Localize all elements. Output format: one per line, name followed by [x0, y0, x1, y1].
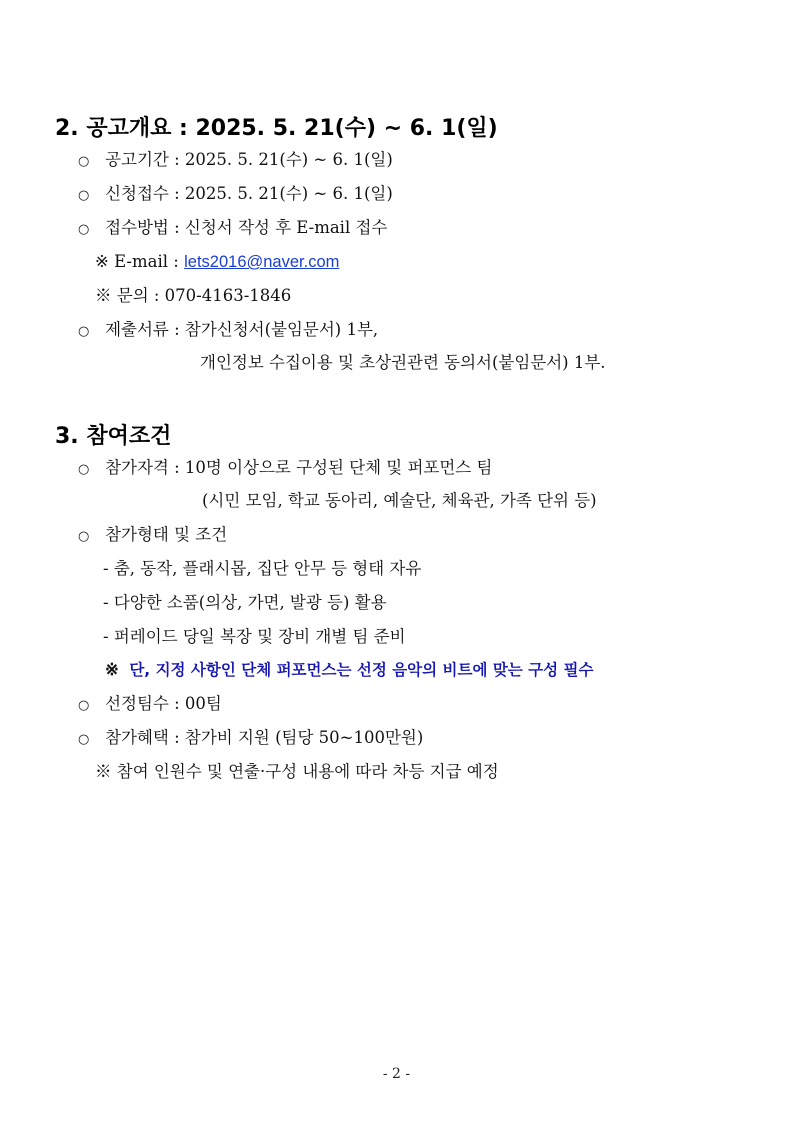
- section-2-heading: 2. 공고개요 : 2025. 5. 21(수) ~ 6. 1(일): [55, 116, 498, 141]
- format-title: 참가형태 및 조건: [105, 525, 228, 544]
- reference-mark-icon: ※: [95, 252, 109, 271]
- benefits-note: [95, 762, 499, 782]
- list-item: [78, 694, 222, 716]
- list-item: [78, 728, 423, 750]
- circle-bullet-icon: ○: [78, 529, 90, 544]
- list-item: [78, 525, 227, 547]
- email-note: [95, 252, 339, 272]
- reference-mark-icon: ※: [105, 660, 119, 679]
- reference-mark-icon: ※: [95, 286, 112, 305]
- format-dash-item: - 다양한 소품(의상, 가면, 발광 등) 활용: [103, 593, 387, 612]
- circle-bullet-icon: ○: [78, 324, 90, 339]
- list-item: [78, 458, 492, 480]
- emphasis-text: 단, 지정 사항인 단체 퍼포먼스는 선정 음악의 비트에 맞는 구성 필수: [129, 661, 594, 679]
- circle-bullet-icon: ○: [78, 462, 90, 477]
- list-item: [78, 150, 393, 172]
- circle-bullet-icon: ○: [78, 154, 90, 169]
- page-number: - 2 -: [382, 1066, 411, 1082]
- benefits: 참가혜택 : 참가비 지원 (팀당 50~100만원): [105, 728, 424, 747]
- section-3-heading: 3. 참여조건: [55, 424, 172, 449]
- circle-bullet-icon: ○: [78, 222, 90, 237]
- circle-bullet-icon: ○: [78, 732, 90, 747]
- application-period: 신청접수 : 2025. 5. 21(수) ~ 6. 1(일): [105, 184, 393, 203]
- email-label: E-mail :: [114, 252, 179, 271]
- selected-teams: 선정팀수 : 00팀: [105, 694, 222, 713]
- circle-bullet-icon: ○: [78, 188, 90, 203]
- inquiry-phone: 문의 : 070-4163-1846: [116, 286, 292, 305]
- format-dash-item: - 춤, 동작, 플래시몹, 집단 안무 등 형태 자유: [103, 559, 422, 578]
- documents-line-2: 개인정보 수집이용 및 초상권관련 동의서(붙임문서) 1부.: [200, 353, 606, 372]
- reference-mark-icon: ※: [95, 762, 112, 781]
- emphasis-note: [105, 660, 593, 680]
- list-item: [78, 218, 387, 240]
- benefits-note-text: 참여 인원수 및 연출·구성 내용에 따라 차등 지급 예정: [116, 762, 499, 781]
- inquiry-note: [95, 286, 291, 306]
- eligibility-line-1: 참가자격 : 10명 이상으로 구성된 단체 및 퍼포먼스 팀: [105, 458, 493, 477]
- announcement-period: 공고기간 : 2025. 5. 21(수) ~ 6. 1(일): [105, 150, 393, 169]
- application-method: 접수방법 : 신청서 작성 후 E-mail 접수: [105, 218, 388, 237]
- format-dash-item: - 퍼레이드 당일 복장 및 장비 개별 팀 준비: [103, 627, 406, 646]
- documents-line-1: 제출서류 : 참가신청서(붙임문서) 1부,: [105, 320, 379, 339]
- eligibility-line-2: (시민 모임, 학교 동아리, 예술단, 체육관, 가족 단위 등): [202, 491, 597, 510]
- list-item: [78, 320, 378, 342]
- email-link[interactable]: lets2016@naver.com: [184, 253, 340, 271]
- circle-bullet-icon: ○: [78, 698, 90, 713]
- list-item: [78, 184, 393, 206]
